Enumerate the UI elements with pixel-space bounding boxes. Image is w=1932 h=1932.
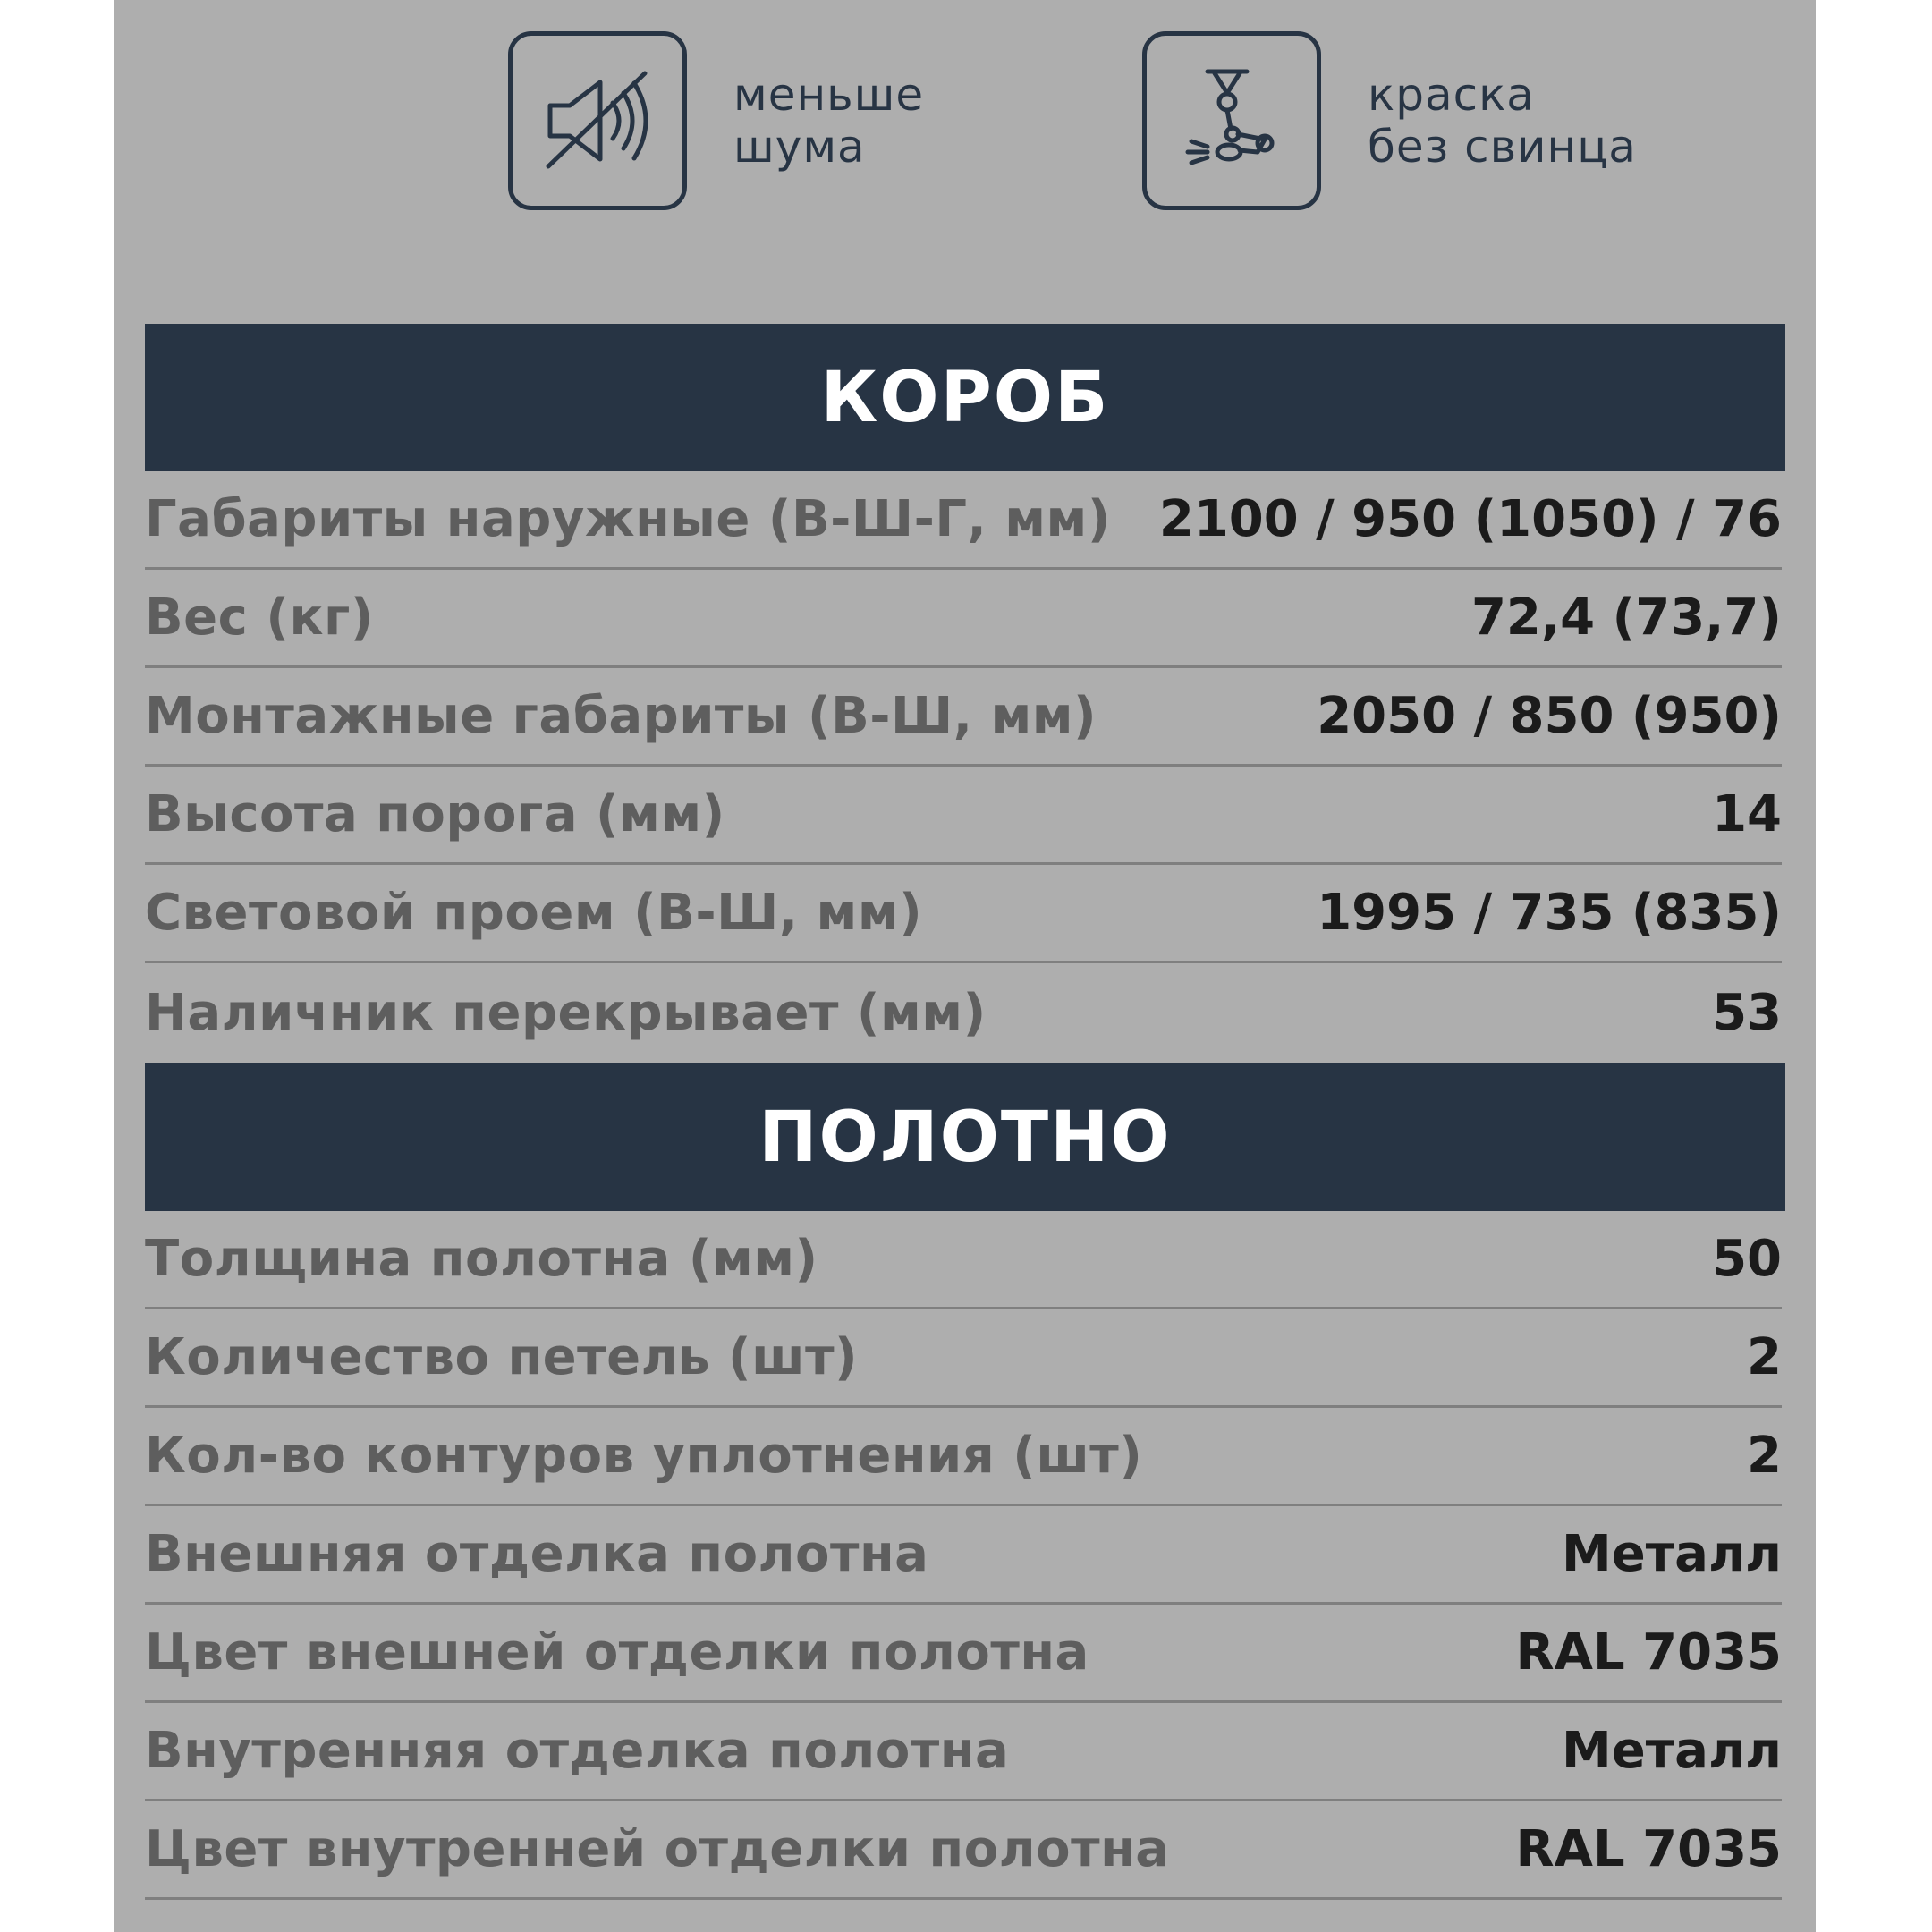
row-value: 72,4 (73,7) [1470, 589, 1782, 647]
row-value: 2 [1747, 1427, 1782, 1485]
sound-muted-icon [508, 31, 687, 210]
table-row [145, 471, 1782, 570]
row-value: 2 [1747, 1328, 1782, 1386]
row-label: Габариты наружные (В-Ш-Г, мм) [145, 490, 1111, 548]
row-label: Вес (кг) [145, 589, 374, 647]
row-value: 53 [1712, 983, 1782, 1042]
row-label: Внутренняя отделка полотна [145, 1722, 1010, 1780]
row-label: Высота порога (мм) [145, 785, 725, 843]
table-row [145, 767, 1782, 865]
table-row [145, 1211, 1782, 1309]
row-value: 2050 / 850 (950) [1317, 687, 1782, 745]
spray-robot-icon [1142, 31, 1321, 210]
feature-less-noise [508, 31, 924, 210]
table-row [145, 668, 1782, 767]
row-value: 14 [1712, 785, 1782, 843]
row-label: Кол-во контуров уплотнения (шт) [145, 1427, 1143, 1485]
row-value: 2100 / 950 (1050) / 76 [1158, 490, 1782, 548]
row-label: Количество петель (шт) [145, 1328, 859, 1386]
row-label: Монтажные габариты (В-Ш, мм) [145, 687, 1097, 745]
table-row [145, 1605, 1782, 1703]
row-value: Металл [1562, 1722, 1782, 1780]
feature-label: меньше шума [733, 69, 925, 173]
table-row [145, 865, 1782, 963]
section-header-polotno [145, 1063, 1785, 1211]
row-label: Толщина полотна (мм) [145, 1230, 818, 1288]
section-title: ПОЛОТНО [758, 1097, 1172, 1178]
row-label: Световой проем (В-Ш, мм) [145, 884, 923, 942]
section-title: КОРОБ [820, 357, 1110, 438]
row-value: RAL 7035 [1515, 1623, 1782, 1682]
table-row [145, 1703, 1782, 1801]
row-label: Наличник перекрывает (мм) [145, 983, 987, 1042]
row-label: Цвет внутренней отделки полотна [145, 1820, 1170, 1878]
table-row [145, 963, 1782, 1062]
feature-label: краска без свинца [1368, 69, 1637, 173]
table-row [145, 1801, 1782, 1900]
row-label: Внешняя отделка полотна [145, 1525, 929, 1583]
table-row [145, 1506, 1782, 1605]
table-row [145, 570, 1782, 668]
row-value: 1995 / 735 (835) [1317, 884, 1782, 942]
table-row [145, 1309, 1782, 1408]
row-value: RAL 7035 [1515, 1820, 1782, 1878]
feature-lead-free-paint [1142, 31, 1637, 210]
row-label: Цвет внешней отделки полотна [145, 1623, 1089, 1682]
section-header-korob [145, 324, 1785, 471]
table-row [145, 1408, 1782, 1506]
row-value: Металл [1562, 1525, 1782, 1583]
row-value: 50 [1712, 1230, 1782, 1288]
